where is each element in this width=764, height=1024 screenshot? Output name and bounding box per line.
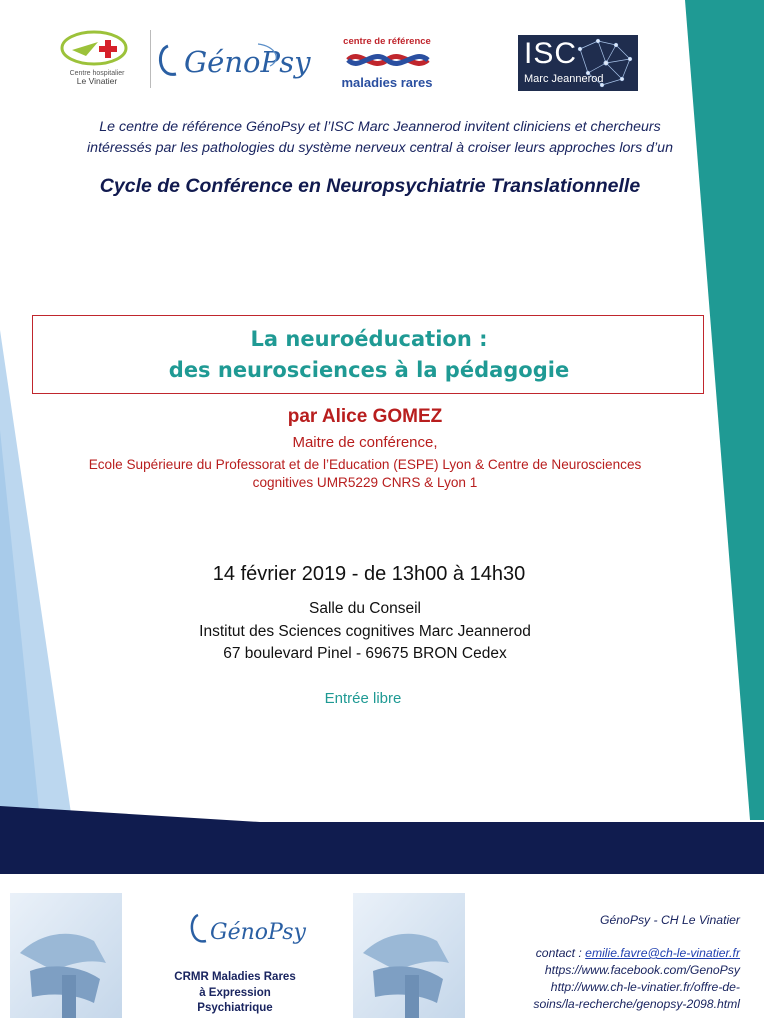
hands-photo-left xyxy=(10,893,122,1018)
crmr-label-line-2: à Expression xyxy=(199,986,271,999)
cycle-title: Cycle de Conférence en Neuropsychiatrie Translationnelle xyxy=(99,175,641,197)
talk-title-line-2: des neurosciences à la pédagogie xyxy=(168,358,570,382)
isc-logo-title: ISC xyxy=(524,37,578,70)
speaker-name: par Alice GOMEZ xyxy=(287,406,443,427)
isc-logo-subtitle: Marc Jeannerod xyxy=(524,73,604,85)
intro-line-2: intéressés par les pathologies du système nerveux central à croiser leurs approches lors d’un xyxy=(87,140,673,156)
event-date: 14 février 2019 - de 13h00 à 14h30 xyxy=(212,563,526,585)
bottom-navy-band xyxy=(0,822,764,874)
intro-text xyxy=(30,117,730,159)
website-link-line-2[interactable]: soins/la-recherche/genopsy-2098.html xyxy=(533,997,740,1011)
footer-contact xyxy=(440,912,740,1013)
isc-logo xyxy=(518,35,638,91)
affiliation-line-2: cognitives UMR5229 CNRS & Lyon 1 xyxy=(252,475,478,490)
crmr-label-line-1: CRMR Maladies Rares xyxy=(174,971,296,983)
facebook-link[interactable]: https://www.facebook.com/GenoPsy xyxy=(544,963,740,977)
vinatier-logo xyxy=(50,26,145,88)
contact-email-link[interactable]: emilie.favre@ch-le-vinatier.fr xyxy=(585,946,740,960)
event-venue xyxy=(0,598,730,666)
bottom-navy-band-edge xyxy=(0,806,260,822)
logo-divider xyxy=(150,30,151,88)
footer-org: GénoPsy - CH Le Vinatier xyxy=(600,913,740,927)
footer-crmr-label xyxy=(160,970,310,1017)
genopsy-logo xyxy=(158,36,311,84)
crmr-logo-line2: maladies rares xyxy=(341,75,433,90)
entry-info: Entrée libre xyxy=(324,690,402,707)
vinatier-logo-line2: Le Vinatier xyxy=(76,76,118,86)
speaker-role: Maitre de conférence, xyxy=(292,434,438,451)
footer-genopsy-text: GénoPsy xyxy=(210,920,306,945)
vinatier-logo-line1: Centre hospitalier xyxy=(69,70,125,77)
crmr-logo-line1: centre de référence xyxy=(343,36,431,47)
website-link-line-1[interactable]: http://www.ch-le-vinatier.fr/offre-de- xyxy=(550,980,740,994)
contact-line xyxy=(440,945,740,962)
intro-line-1: Le centre de référence GénoPsy et l’ISC Marc Jeannerod invitent cliniciens et chercheurs xyxy=(99,119,661,135)
speaker-affiliation xyxy=(40,456,690,492)
affiliation-line-1: Ecole Supérieure du Professorat et de l’Education (ESPE) Lyon & Centre de Neurosciences xyxy=(88,457,642,472)
talk-title-line-1: La neuroéducation : xyxy=(250,327,488,351)
genopsy-logo-text: GénoPsy xyxy=(184,45,311,79)
venue-line-2: Institut des Sciences cognitives Marc Jeannerod xyxy=(199,622,531,640)
crmr-logo xyxy=(340,34,435,92)
footer-genopsy-logo xyxy=(190,905,306,953)
crmr-label-line-3: Psychiatrique xyxy=(197,1002,273,1014)
contact-prefix: contact : xyxy=(535,946,582,960)
venue-line-3: 67 boulevard Pinel - 69675 BRON Cedex xyxy=(223,645,507,662)
talk-title-box xyxy=(32,315,704,394)
venue-line-1: Salle du Conseil xyxy=(308,600,421,617)
